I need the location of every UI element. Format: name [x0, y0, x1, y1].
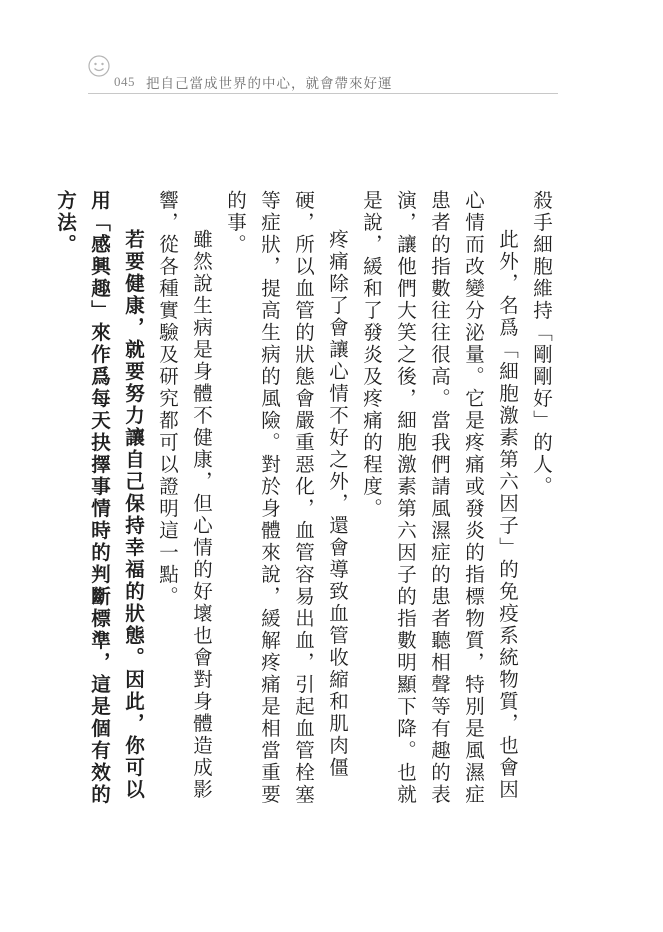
body-text	[54, 190, 558, 815]
page-number: 045	[114, 74, 135, 89]
paragraph-5-emphasis: 若要健康，就要努力讓自己保持幸福的狀態。因此，你可以用「感興趣」來作爲每天抉擇事情時的判斷標準，這是個有效的方法。	[54, 190, 145, 806]
running-title: 把自己當成世界的中心，就會帶來好運	[146, 76, 393, 92]
header-rule	[88, 93, 558, 94]
paragraph-3: 疼痛除了會讓心情不好之外，還會導致血管收縮和肌肉僵硬，所以血管的狀態會嚴重惡化，血管容易出血，引起血管栓塞等症狀，提高生病的風險。對於身體來說，緩解疼痛是相當重要的事。	[224, 190, 349, 806]
paragraph-2: 此外，名爲「細胞激素第六因子」的免疫系統物質，也會因心情而改變分泌量。它是疼痛或發炎的指標物質，特別是風濕症患者的指數往往很高。當我們請風濕症的患者聽相聲等有趣的表演，讓他們大笑之後，細胞激素第六因子的指數明顯下降。也就是說，緩和了發炎及疼痛的程度。	[360, 190, 519, 806]
running-header	[88, 55, 568, 95]
paragraph-4: 雖然說生病是身體不健康，但心情的好壞也會對身體造成影響，從各種實驗及研究都可以證明這一點。	[156, 190, 213, 801]
paragraph-1: 殺手細胞維持「剛剛好」的人。	[530, 190, 553, 498]
smiley-face-icon	[88, 55, 110, 77]
